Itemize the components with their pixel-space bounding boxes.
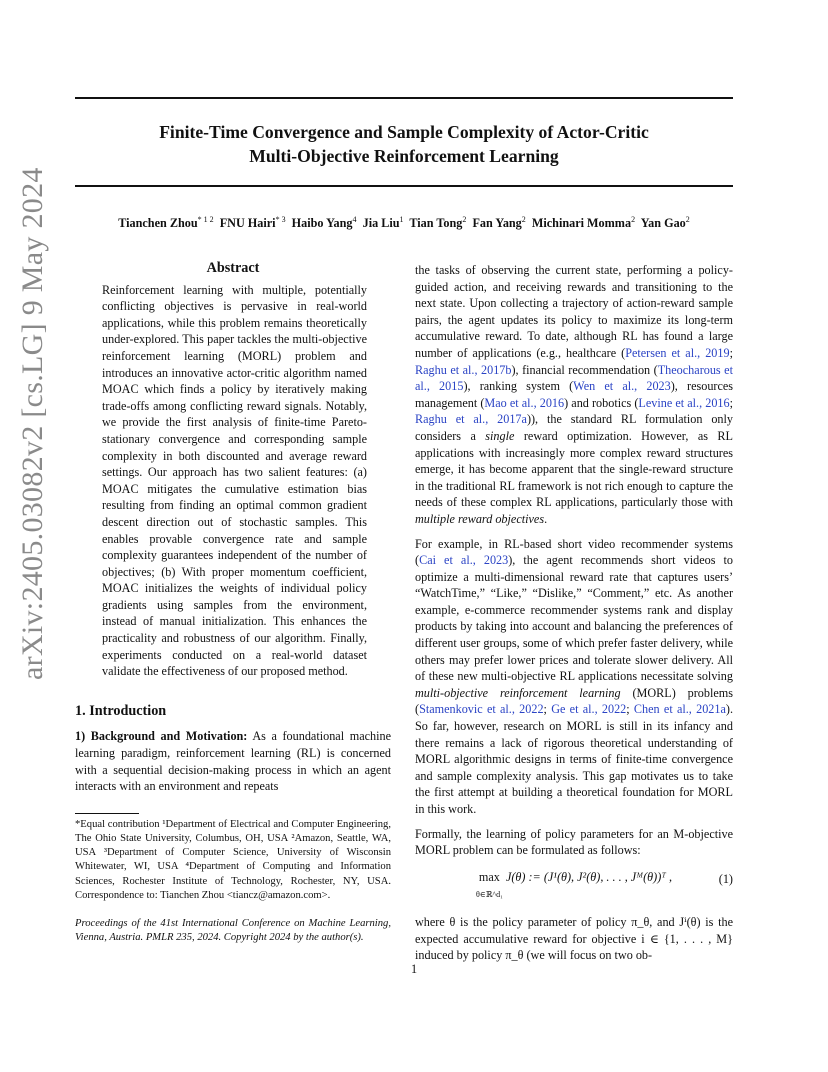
author: Yan Gao$^2$ bbox=[640, 215, 690, 231]
citation-link[interactable]: Theocharous et al., 2015 bbox=[415, 362, 733, 394]
equation-1 bbox=[415, 869, 733, 902]
equation-body: J(θ) := (J¹(θ), J²(θ), . . . , Jᴹ(θ))ᵀ , bbox=[505, 869, 673, 884]
equation-number: (1) bbox=[718, 871, 733, 886]
title-line-2: Multi-Objective Reinforcement Learning bbox=[249, 146, 559, 166]
footnote-rule bbox=[75, 813, 139, 814]
title-bottom-rule bbox=[75, 185, 733, 187]
author: Michinari Momma$^2$ bbox=[531, 215, 636, 231]
paragraph: For example, in RL-based short video recommender systems (Cai et al., 2023), the agent recommends short videos to optimize a multi-dimensional reward rate that captures users’ “WatchTime,” “Like,” “Dislike,” “Comment,” etc. As another example, e-commerce recommender systems rank and display products by taking into account and balancing the preferences of different user groups, some of which prefer faster delivery, while others may prefer lower prices and tolerate slower delivery. All of these new multi-objective RL applications necessitate solving multi-objective reinforcement learning (MORL) problems (Stamenkovic et al., 2022; Ge et al., 2022; Chen et al., 2021a). So far, however, research on MORL is still in its infancy and there remains a lack of rigorous theoretical understanding of MORL algorithmic designs in terms of finite-time convergence and sample complexity analysis. This gap motivates us to take the first attempt at building a theoretical foundation for MORL in this work. bbox=[415, 536, 734, 816]
abstract-text: Reinforcement learning with multiple, potentially conflicting objectives is pervasive in real-world applications, while this problem remains theoretically under-explored. This paper tackles the multi-objective reinforcement learning (MORL) problem and introduces an innovative actor-critic algorithm named MOAC which finds a policy by iteratively making trade-offs among conflicting reward signals. Notably, we provide the first analysis of finite-time Pareto-stationary convergence and corresponding sample complexity in both discounted and average reward settings. Our approach has two salient features: (a) MOAC mitigates the cumulative estimation bias resulting from finding an optimal common gradient descent direction out of stochastic samples. This enables provable convergence rate and sample complexity guarantees independent of the number of objectives; (b) With proper momentum coefficient, MOAC initializes the weights of individual policy gradients using samples from the environment, instead of manual initialization. This enhances the practicality and robustness of our algorithm. Finally, experiments conducted on a real-world dataset validate the effectiveness of our proposed method. bbox=[102, 282, 367, 679]
intro-lead-bold: 1) Background and Motivation: bbox=[75, 729, 248, 744]
affiliation-footnote: *Equal contribution ¹Department of Electrical and Computer Engineering, The Ohio State University, Columbus, OH, USA ²Amazon, Seattle, WA, USA ³Department of Computer Science, University of Wisconsin Whitewater, WI, USA ⁴Department of Computing and Information Sciences, Rochester Institute of Technology, Rochester, NY, USA. Correspondence to: Tianchen Zhou <tiancz@amazon.com>. bbox=[75, 818, 391, 901]
citation-link[interactable]: Petersen et al., 2019 bbox=[625, 345, 730, 360]
paper-title bbox=[75, 120, 733, 168]
page-number: 1 bbox=[410, 962, 418, 976]
citation-link[interactable]: Raghu et al., 2017a bbox=[415, 412, 527, 427]
citation-link[interactable]: Mao et al., 2016 bbox=[484, 395, 565, 410]
author: Tianchen Zhou$^{* 1 2}$ bbox=[118, 215, 214, 231]
citation-link[interactable]: Cai et al., 2023 bbox=[419, 553, 509, 568]
right-column bbox=[415, 262, 733, 964]
author-list bbox=[75, 215, 733, 231]
abstract-heading: Abstract bbox=[206, 260, 260, 276]
arxiv-identifier: arXiv:2405.03082v2 [cs.LG] 9 May 2024 bbox=[16, 167, 49, 680]
citation-link[interactable]: Levine et al., 2016 bbox=[638, 395, 730, 410]
paragraph: Formally, the learning of policy parameters for an M-objective MORL problem can be formulated as follows: bbox=[415, 826, 733, 858]
paragraph: the tasks of observing the current state, performing a policy-guided action, and receiving rewards and transitioning to the next state. Upon collecting a trajectory of action-reward sample pairs, the agent updates its policy to maximize its long-term accumulative reward. To date, although RL has found a large number of applications (e.g., healthcare (Petersen et al., 2019; Raghu et al., 2017b), financial recommendation (Theocharous et al., 2015), ranking system (Wen et al., 2023), resources management (Mao et al., 2016) and robotics (Levine et al., 2016; Raghu et al., 2017a)), the standard RL formulation only considers a single reward optimization. However, as RL applications with increasingly more complex reward structures emerge, it has become apparent that the single-reward structure in the traditional RL framework is not rich enough to capture the needs of these complex RL applications, particularly those with multiple reward objectives. bbox=[415, 263, 734, 526]
paragraph: where θ is the policy parameter of policy π_θ, and Jⁱ(θ) is the expected accumulative reward for objective i ∈ {1, . . . , M} induced by policy π_θ (we will focus on two ob- bbox=[415, 914, 733, 963]
author: Jia Liu$^1$ bbox=[362, 215, 404, 231]
citation-link[interactable]: Chen et al., 2021a bbox=[633, 702, 726, 717]
citation-link[interactable]: Ge et al., 2022 bbox=[551, 702, 627, 717]
author: Fan Yang$^2$ bbox=[472, 215, 526, 231]
intro-paragraph: 1) Background and Motivation: As a foundational machine learning paradigm, reinforcement learning (RL) is concerned with a sequential decision-making process in which an agent interacts with an environment and repeats bbox=[75, 729, 391, 794]
left-column bbox=[75, 260, 391, 945]
section-heading-introduction: 1. Introduction bbox=[75, 702, 167, 719]
title-line-1: Finite-Time Convergence and Sample Complexity of Actor-Critic bbox=[159, 122, 649, 142]
equation-operator: max θ∈ℝ^d₁ bbox=[475, 869, 503, 900]
top-rule bbox=[75, 97, 733, 99]
citation-link[interactable]: Wen et al., 2023 bbox=[573, 379, 671, 394]
author: FNU Hairi$^{* 3}$ bbox=[219, 215, 286, 231]
citation-link[interactable]: Raghu et al., 2017b bbox=[415, 362, 512, 377]
citation-link[interactable]: Stamenkovic et al., 2022 bbox=[419, 702, 544, 717]
author: Tian Tong$^2$ bbox=[409, 215, 467, 231]
author: Haibo Yang$^4$ bbox=[291, 215, 357, 231]
proceedings-note: Proceedings of the 41st International Conference on Machine Learning, Vienna, Austria. PMLR 235, 2024. Copyright 2024 by the author(s). bbox=[75, 918, 391, 944]
